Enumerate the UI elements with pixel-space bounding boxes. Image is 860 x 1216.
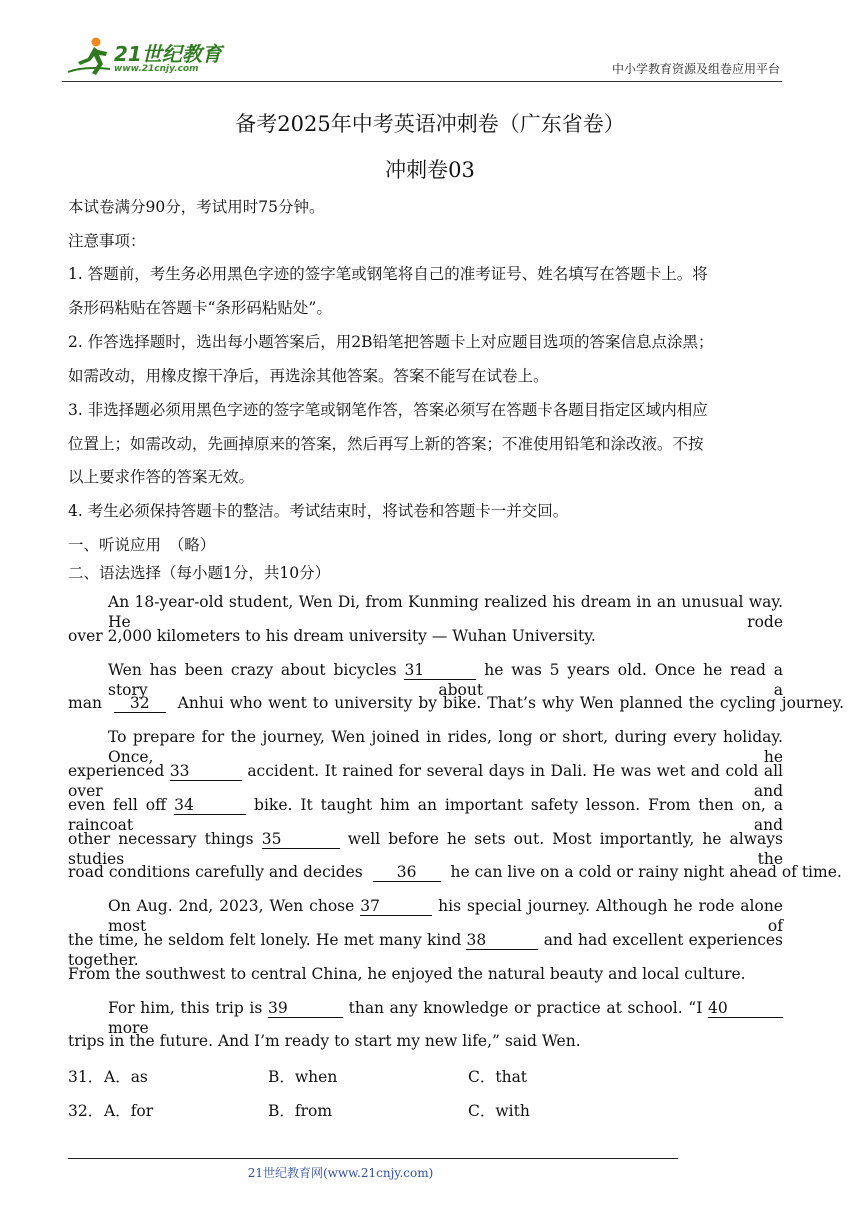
blank-38[interactable]: 38 (466, 931, 538, 950)
notice-4: 4. 考生必须保持答题卡的整洁。考试结束时，将试卷和答题卡一并交回。 (68, 502, 569, 520)
question-number: 31． (68, 1068, 104, 1086)
section-grammar: 二、语法选择（每小题1分，共10分） (68, 564, 331, 582)
notice-heading: 注意事项： (68, 232, 146, 250)
option-a[interactable]: A．for (104, 1102, 154, 1120)
footer-link[interactable]: 21世纪教育网(www.21cnjy.com) (247, 1166, 434, 1180)
section-listening: 一、听说应用 （略） (68, 536, 216, 554)
passage-text: more (108, 1019, 149, 1037)
passage-text: he was 5 years old. Once he read a story about a (108, 661, 783, 699)
passage-text: and had excellent experiences together. (68, 931, 784, 969)
option-c[interactable]: C．with (468, 1102, 530, 1120)
passage-text: well before he sets out. Most importantly, he always studies the (68, 830, 783, 868)
option-c[interactable]: C．that (468, 1068, 528, 1086)
passage-text: Wen has been crazy about bicycles (108, 661, 397, 679)
blank-31[interactable]: 31 (404, 661, 476, 680)
passage-text: the time, he seldom felt lonely. He met many kind (68, 931, 462, 949)
passage-text: his special journey. Although he rode alone most of (108, 897, 783, 935)
logo-text: 21世纪教育 (114, 42, 222, 66)
passage-line (68, 693, 844, 713)
passage-text: other necessary things (68, 830, 254, 848)
blank-34[interactable]: 34 (174, 796, 246, 815)
notice-3-line-2: 位置上；如需改动，先画掉原来的答案，然后再写上新的答案；不准使用铅笔和涂改液。不按 (68, 435, 704, 453)
footer-divider (68, 1158, 678, 1159)
score-info: 本试卷满分90分，考试用时75分钟。 (68, 198, 325, 216)
notice-3-line-1: 3. 非选择题必须用黑色字迹的签字笔或钢笔作答，答案必须写在答题卡各题目指定区域内相应 (68, 401, 708, 419)
notice-1-line-1: 1. 答题前，考生务必用黑色字迹的签字笔或钢笔将自己的准考证号、姓名填写在答题卡上。将 (68, 265, 708, 283)
blank-36[interactable]: 36 (373, 863, 441, 882)
passage-text: road conditions carefully and decides (68, 863, 363, 881)
notice-2-line-2: 如需改动，用橡皮擦干净后，再选涂其他答案。答案不能写在试卷上。 (68, 367, 549, 385)
passage-text: bike. It taught him an important safety lesson. From then on, a raincoat and (68, 796, 783, 834)
passage-text: man (68, 694, 102, 712)
passage-text: On Aug. 2nd, 2023, Wen chose (108, 897, 355, 915)
question-number: 32． (68, 1102, 104, 1120)
logo-url: www.21cnjy.com (114, 64, 199, 74)
page-header (62, 34, 782, 80)
blank-39[interactable]: 39 (268, 999, 343, 1018)
passage-text: even fell off (68, 796, 167, 814)
blank-33[interactable]: 33 (170, 762, 242, 781)
passage-line (68, 862, 842, 882)
passage-line: From the southwest to central China, he enjoyed the natural beauty and local culture. (68, 965, 746, 983)
notice-2-line-1: 2. 作答选择题时，选出每小题答案后，用2B铅笔把答题卡上对应题目选项的答案信息点涂黑； (68, 333, 714, 351)
passage-text: For him, this trip is (108, 999, 263, 1017)
passage-text: accident. It rained for several days in Dali. He was wet and cold all over and (68, 762, 783, 800)
blank-35[interactable]: 35 (262, 830, 340, 849)
header-divider (62, 81, 782, 82)
passage-line: To prepare for the journey, Wen joined in rides, long or short, during every holiday. Once, he (108, 728, 783, 766)
runner-logo-icon (66, 36, 112, 76)
option-b[interactable]: B．from (268, 1102, 333, 1120)
notice-1-line-2: 条形码粘贴在答题卡“条形码粘贴处”。 (68, 299, 332, 317)
option-b[interactable]: B．when (268, 1068, 338, 1086)
platform-tagline: 中小学教育资源及组卷应用平台 (611, 62, 780, 76)
passage-line: An 18-year-old student, Wen Di, from Kunming realized his dream in an unusual way. He rode (108, 593, 783, 631)
passage-line: over 2,000 kilometers to his dream university — Wuhan University. (68, 627, 596, 645)
blank-32[interactable]: 32 (114, 694, 166, 713)
passage-text: experienced (68, 762, 165, 780)
blank-37[interactable]: 37 (360, 897, 432, 916)
passage-text: he can live on a cold or rainy night ahead of time. (450, 863, 842, 881)
exam-subtitle: 冲刺卷03 (385, 158, 475, 182)
exam-title: 备考2025年中考英语冲刺卷（广东省卷） (235, 112, 625, 136)
passage-text: Anhui who went to university by bike. That’s why Wen planned the cycling journey. (177, 694, 845, 712)
blank-40[interactable]: 40 (708, 999, 783, 1018)
notice-3-line-3: 以上要求作答的答案无效。 (68, 468, 255, 486)
option-a[interactable]: A．as (104, 1068, 148, 1086)
site-logo[interactable] (62, 34, 232, 78)
passage-text: than any knowledge or practice at school. “I (348, 999, 703, 1017)
passage-line: trips in the future. And I’m ready to start my new life,” said Wen. (68, 1032, 581, 1050)
